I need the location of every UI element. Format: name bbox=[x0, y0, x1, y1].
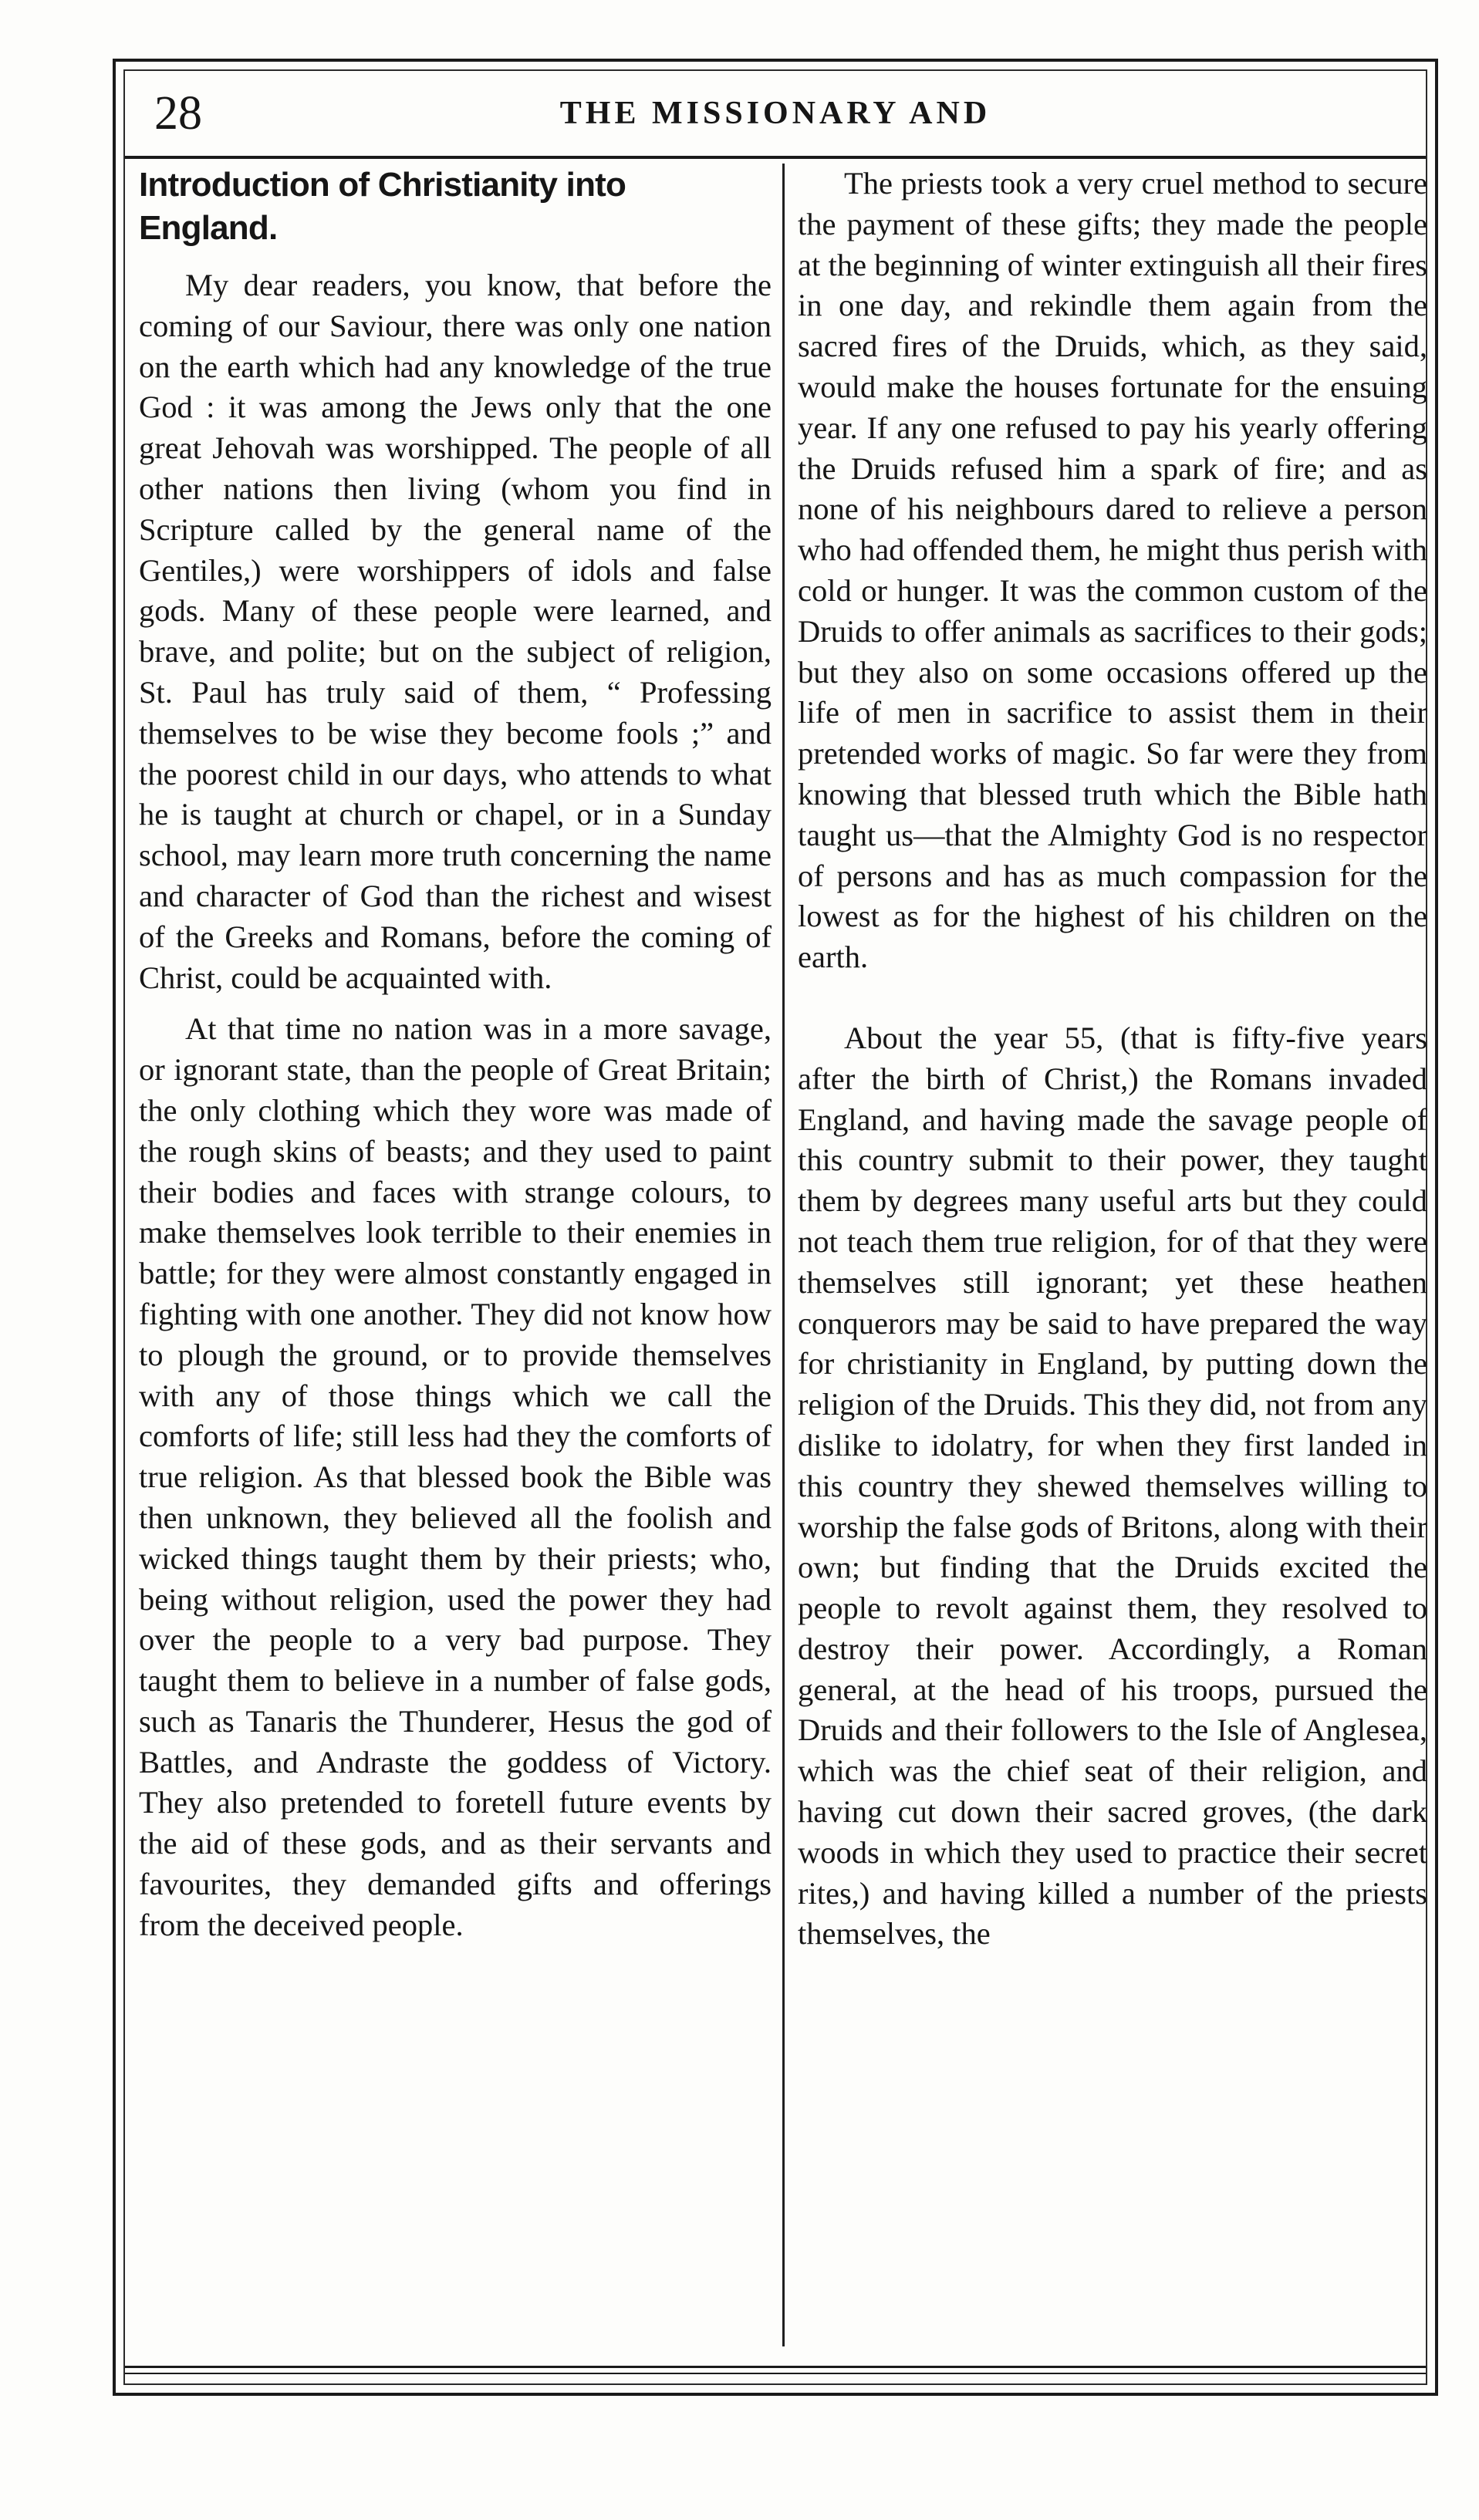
running-head: THE MISSIONARY AND bbox=[559, 96, 991, 131]
left-paragraph-1: My dear readers, you know, that before the coming of our Saviour, there was only one nation on the earth which had any knowledge of the true God : it was among the Jews only that the one great Jehovah was worshipped. The people of all other nations then living (whom you find in Scripture called by the general name of the Gentiles,) were worshippers of idols and false gods. Many of these people were learned, and brave, and polite; but on the subject of religion, St. Paul has truly said of them, “ Professing themselves to be wise they become fools ;” and the poorest child in our days, who attends to what he is taught at church or chapel, or in a Sunday school, may learn more truth concerning the name and character of God than the richest and wisest of the Greeks and Romans, before the coming of Christ, could be acquainted with. bbox=[139, 268, 772, 995]
left-column bbox=[139, 164, 772, 2346]
page-number: 28 bbox=[154, 87, 202, 140]
footer-rule bbox=[125, 2366, 1426, 2374]
page-header bbox=[125, 71, 1426, 159]
column-divider bbox=[782, 164, 785, 2346]
article-heading: Introduction of Christianity into England. bbox=[139, 166, 626, 247]
right-paragraph-1: The priests took a very cruel method to secure the payment of these gifts; they made the people at the beginning of winter extinguish all their fires in one day, and rekindle them again from the sacred fires of the Druids, which, as they said, would make the houses fortunate for the ensuing year. If any one refused to pay his yearly offering the Druids refused him a spark of fire; and as none of his neighbours dared to relieve a person who had offended them, he might thus perish with cold or hunger. It was the common custom of the Druids to offer animals as sacrifices to their gods; but they also on some occasions offered up the life of men in sacrifice to assist them in their pretended works of magic. So far were they from knowing that blessed truth which the Bible hath taught us—that the Almighty God is no respector of persons and has as much compassion for the lowest as for the highest of his children on the earth. bbox=[798, 166, 1427, 975]
page-frame bbox=[113, 59, 1438, 2396]
columns bbox=[125, 164, 1426, 2346]
left-paragraph-2: At that time no nation was in a more savage, or ignorant state, than the people of Great Britain; the only clothing which they wore was made of the rough skins of beasts; and they used to paint their bodies and faces with strange colours, to make themselves look terrible to their enemies in battle; for they were almost constantly engaged in fighting with one another. They did not know how to plough the ground, or to provide themselves with any of those things which we call the comforts of life; still less had they the comforts of true religion. As that blessed book the Bible was then unknown, they believed all the foolish and wicked things taught them by their priests; who, being without religion, used the power they had over the people to a very bad purpose. They taught them to believe in a number of false gods, such as Tanaris the Thunderer, Hesus the god of Battles, and Andraste the goddess of Victory. They also pretended to foretell future events by the aid of these gods, and as their servants and favourites, they demanded gifts and offerings from the deceived people. bbox=[139, 1011, 772, 1942]
page-inner-frame bbox=[123, 69, 1427, 2385]
right-paragraph-2: About the year 55, (that is fifty-five years after the birth of Christ,) the Romans invaded England, and having made the savage people of this country submit to their power, they taught them by degrees many useful arts but they could not teach them true religion, for of that they were themselves still ignorant; yet these heathen conquerors may be said to have prepared the way for christianity in England, by putting down the religion of the Druids. This they did, not from any dislike to idolatry, for when they first landed in this country they shewed themselves willing to worship the false gods of Britons, along with their own; but finding that the Druids excited the people to revolt against them, they resolved to destroy their power. Accordingly, a Roman general, at the head of his troops, pursued the Druids and their followers to the Isle of Anglesea, which was the chief seat of their religion, and having cut down their sacred groves, (the dark woods in which they used to practice their secret rites,) and having killed a number of the priests themselves, the bbox=[798, 1020, 1427, 1952]
right-column bbox=[798, 164, 1427, 2346]
